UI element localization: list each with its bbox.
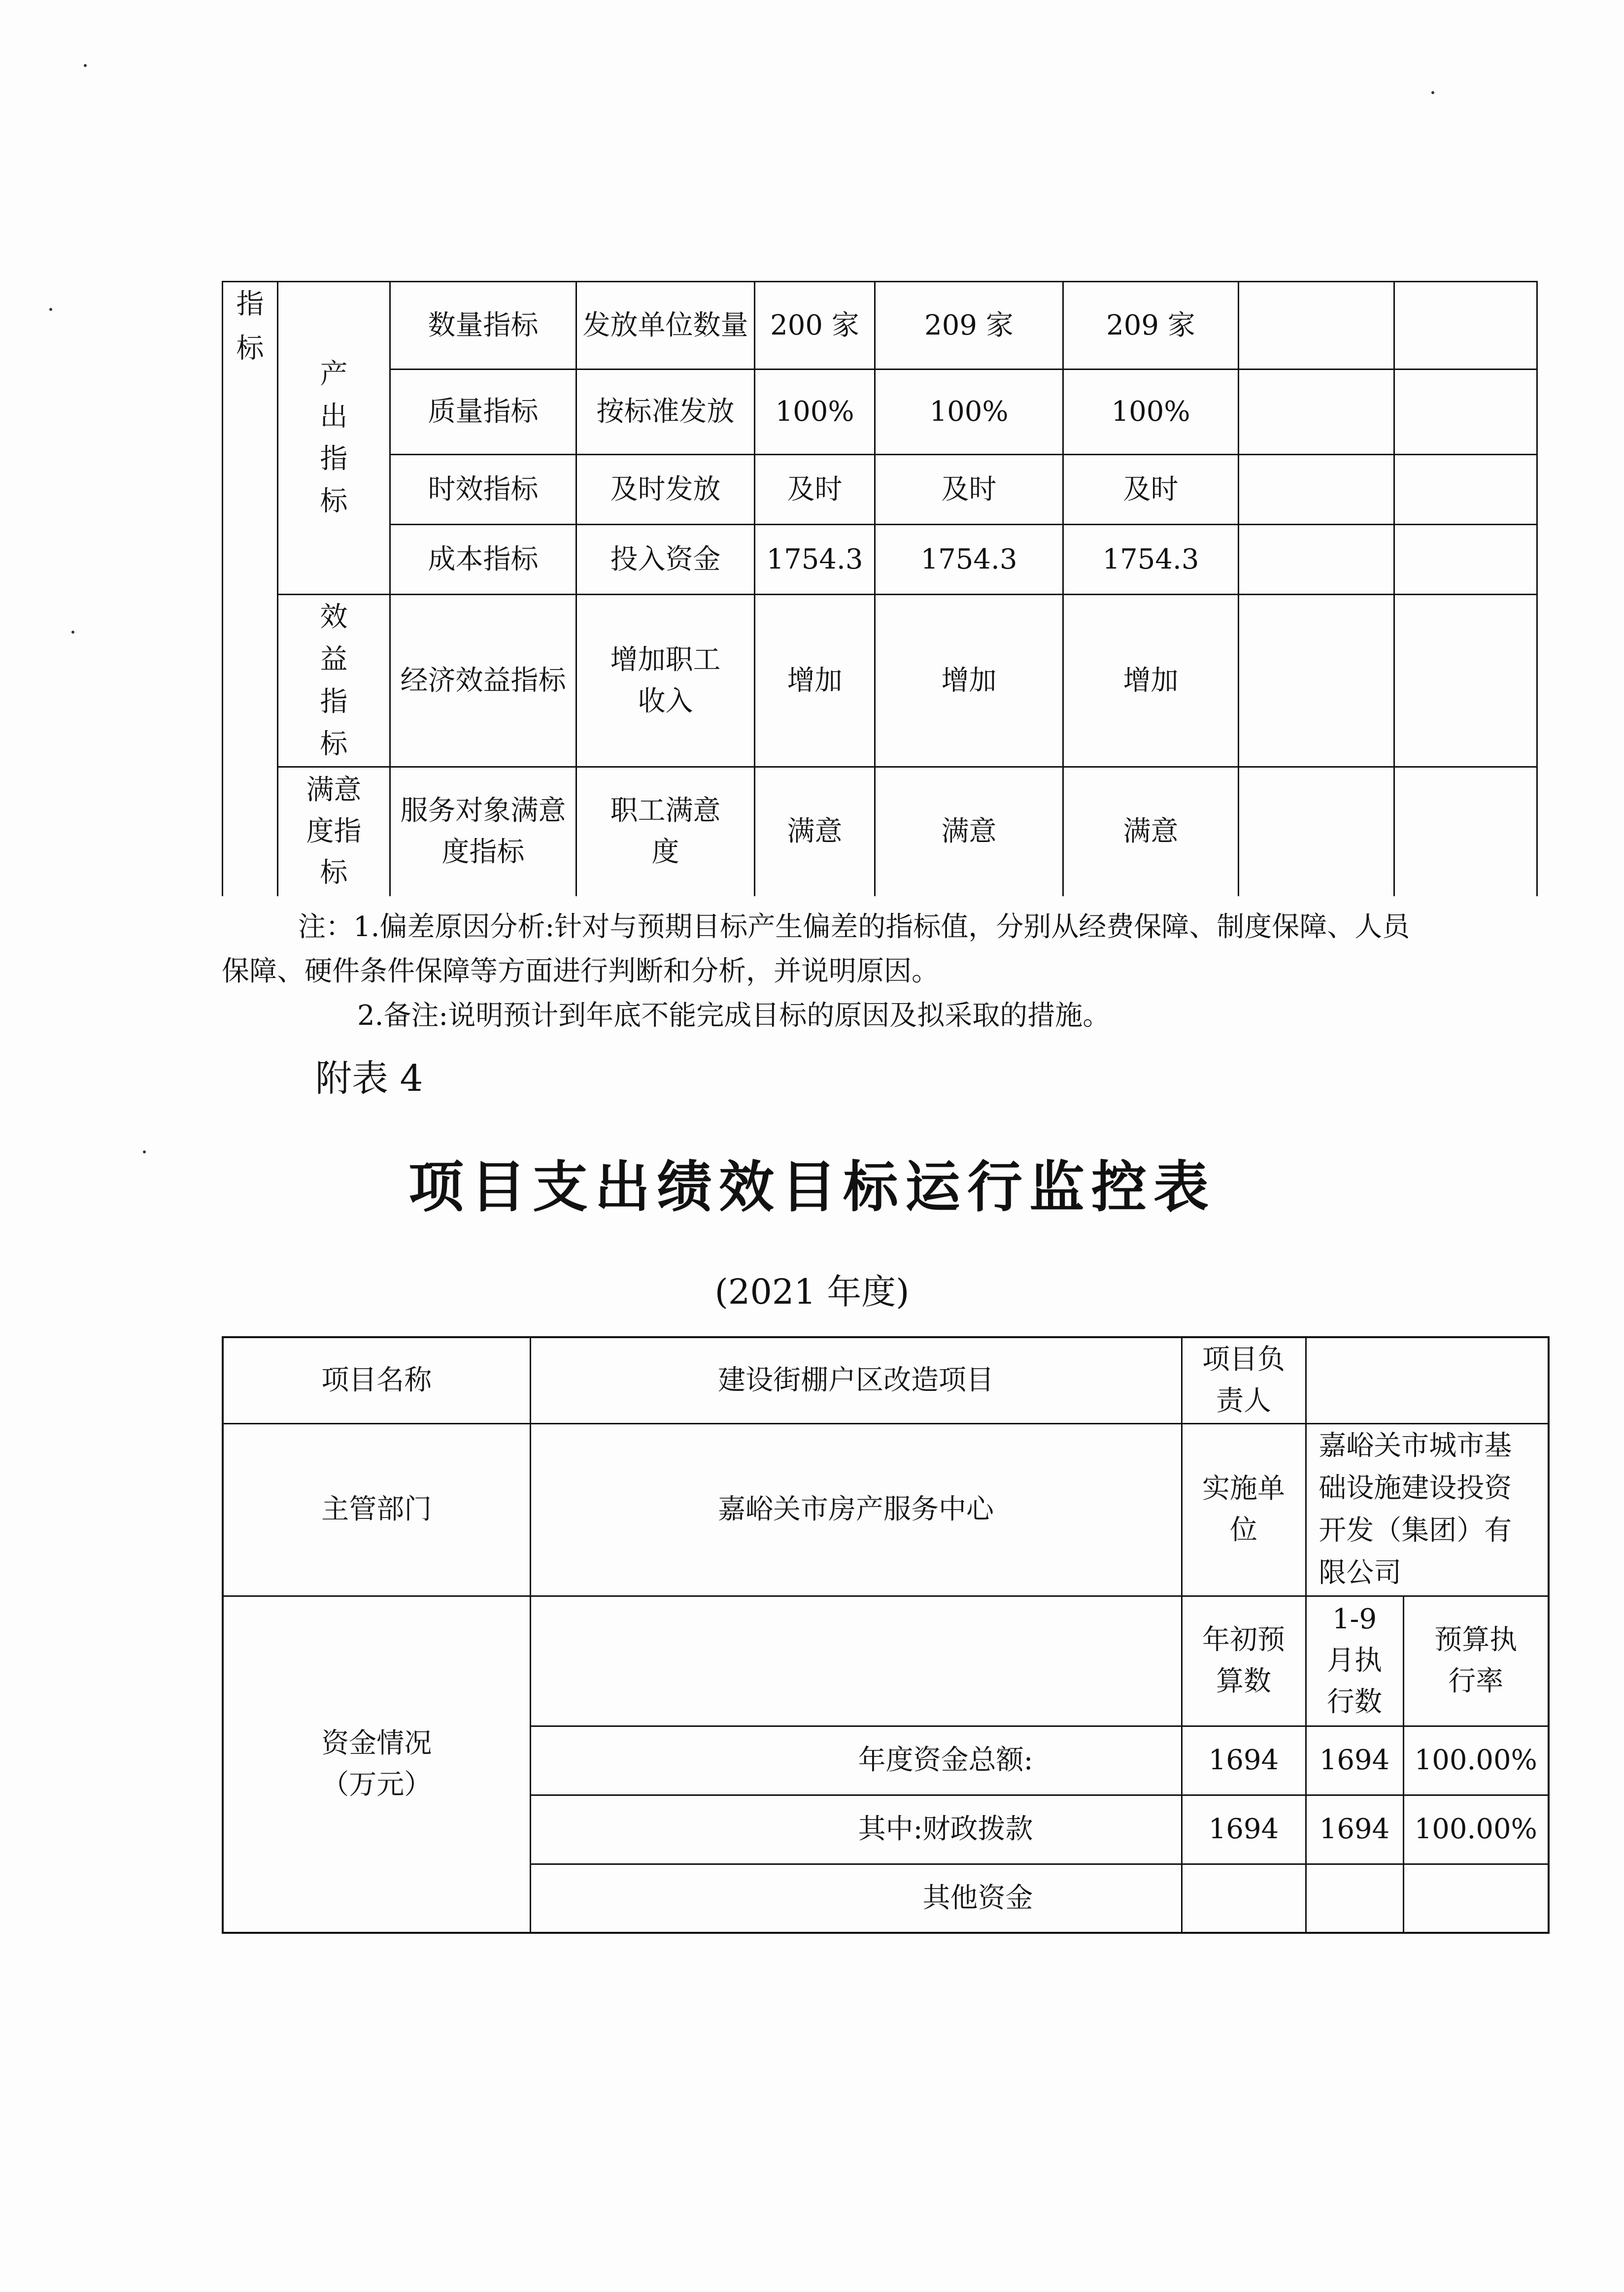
indicator-value <box>1394 767 1537 896</box>
group-benefit-text: 效益指标 <box>320 601 348 760</box>
monitoring-table <box>222 1336 1550 1934</box>
indicator-name <box>390 595 576 767</box>
funds-rate <box>1403 1864 1549 1933</box>
funds-exec: 1694 <box>1306 1795 1403 1864</box>
indicator-value: 209 家 <box>875 282 1063 370</box>
col-rate-text: 预算执行率 <box>1434 1624 1518 1697</box>
group-satisfaction <box>278 767 390 896</box>
indicator-name: 数量指标 <box>390 282 576 370</box>
indicator-value: 200 家 <box>755 282 875 370</box>
funds-label <box>223 1596 530 1933</box>
indicator-item: 发放单位数量 <box>576 282 755 370</box>
indicator-value: 增加 <box>1063 595 1239 767</box>
indicator-name: 质量指标 <box>390 370 576 455</box>
indicator-value: 1754.3 <box>755 525 875 595</box>
note-line-1: 注：1.偏差原因分析:针对与预期目标产生偏差的指标值，分别从经费保障、制度保障、人员 <box>298 911 1410 943</box>
group-satisfaction-text: 满意度指标 <box>306 774 362 889</box>
indicator-item: 投入资金 <box>576 525 755 595</box>
manager-label <box>1182 1337 1306 1423</box>
indicator-value: 100% <box>875 370 1063 455</box>
indicator-value <box>1239 455 1394 525</box>
funds-rate: 100.00% <box>1403 1795 1549 1864</box>
funds-label-text: 资金情况（万元） <box>321 1727 432 1801</box>
indicator-item: 按标准发放 <box>576 370 755 455</box>
funds-budget: 1694 <box>1182 1726 1306 1795</box>
manager-value <box>1306 1337 1549 1423</box>
indicator-name: 时效指标 <box>390 455 576 525</box>
impl-label-text: 实施单位 <box>1202 1473 1285 1546</box>
col-budget-text: 年初预算数 <box>1202 1624 1285 1697</box>
col-exec-text: 1-9月执行数 <box>1327 1603 1382 1718</box>
project-name: 建设街棚户区改造项目 <box>530 1337 1182 1423</box>
note-line-2: 保障、硬件条件保障等方面进行判断和分析，并说明原因。 <box>222 955 939 987</box>
attachment-label: 附表 4 <box>315 1057 423 1100</box>
col-rate <box>1403 1596 1549 1726</box>
indicator-value <box>1394 455 1537 525</box>
indicator-value <box>1239 525 1394 595</box>
indicator-name <box>390 767 576 896</box>
indicator-value: 209 家 <box>1063 282 1239 370</box>
indicator-value <box>1394 282 1537 370</box>
group-output <box>278 282 390 595</box>
dept-label: 主管部门 <box>223 1423 530 1596</box>
impl-value <box>1306 1423 1549 1596</box>
impl-value-text: 嘉峪关市城市基础设施建设投资开发（集团）有限公司 <box>1319 1430 1512 1589</box>
group-output-text: 产出指标 <box>320 358 348 517</box>
group-benefit <box>278 595 390 767</box>
scan-speck <box>71 631 74 634</box>
indicator-value: 1754.3 <box>875 525 1063 595</box>
indicator-name-text: 经济效益指标 <box>400 664 566 697</box>
indicator-value <box>1239 595 1394 767</box>
indicator-item: 及时发放 <box>576 455 755 525</box>
funds-exec: 1694 <box>1306 1726 1403 1795</box>
scan-speck <box>84 64 87 67</box>
impl-label <box>1182 1423 1306 1596</box>
project-name-label: 项目名称 <box>223 1337 530 1423</box>
indicator-value: 满意 <box>875 767 1063 896</box>
funds-row-label: 其他资金 <box>530 1864 1182 1933</box>
funds-rate: 100.00% <box>1403 1726 1549 1795</box>
indicator-value <box>1239 767 1394 896</box>
funds-budget: 1694 <box>1182 1795 1306 1864</box>
funds-budget <box>1182 1864 1306 1933</box>
indicator-value: 1754.3 <box>1063 525 1239 595</box>
indicator-value <box>1239 370 1394 455</box>
indicator-value: 满意 <box>755 767 875 896</box>
indicator-item <box>576 595 755 767</box>
indicator-value: 满意 <box>1063 767 1239 896</box>
col-a-text: 指标 <box>236 288 264 365</box>
indicator-value: 及时 <box>755 455 875 525</box>
indicator-name: 成本指标 <box>390 525 576 595</box>
indicator-value: 增加 <box>755 595 875 767</box>
funds-row-label: 年度资金总额: <box>530 1726 1182 1795</box>
indicator-name-text: 服务对象满意度指标 <box>400 795 566 869</box>
year-label: (2021 年度) <box>714 1272 910 1312</box>
indicator-col-label <box>223 282 278 896</box>
indicator-value: 增加 <box>875 595 1063 767</box>
indicator-value: 100% <box>755 370 875 455</box>
scan-speck <box>49 308 52 311</box>
indicator-item-text: 职工满意度 <box>610 795 721 869</box>
col-exec <box>1306 1596 1403 1726</box>
dept-value: 嘉峪关市房产服务中心 <box>530 1423 1182 1596</box>
indicator-value: 及时 <box>875 455 1063 525</box>
indicator-value <box>1394 525 1537 595</box>
indicator-item <box>576 767 755 896</box>
manager-label-text: 项目负责人 <box>1202 1343 1285 1417</box>
page-title: 项目支出绩效目标运行监控表 <box>408 1155 1216 1219</box>
col-budget <box>1182 1596 1306 1726</box>
indicator-value: 及时 <box>1063 455 1239 525</box>
indicator-item-text: 增加职工收入 <box>610 643 721 717</box>
funds-row-label: 其中:财政拨款 <box>530 1795 1182 1864</box>
indicator-value <box>1394 595 1537 767</box>
funds-exec <box>1306 1864 1403 1933</box>
indicator-value: 100% <box>1063 370 1239 455</box>
indicator-value <box>1394 370 1537 455</box>
indicator-table <box>222 281 1538 896</box>
scan-speck <box>1431 91 1434 94</box>
note-line-3: 2.备注:说明预计到年底不能完成目标的原因及拟采取的措施。 <box>357 1000 1111 1032</box>
indicator-value <box>1239 282 1394 370</box>
funds-header-blank <box>530 1596 1182 1726</box>
